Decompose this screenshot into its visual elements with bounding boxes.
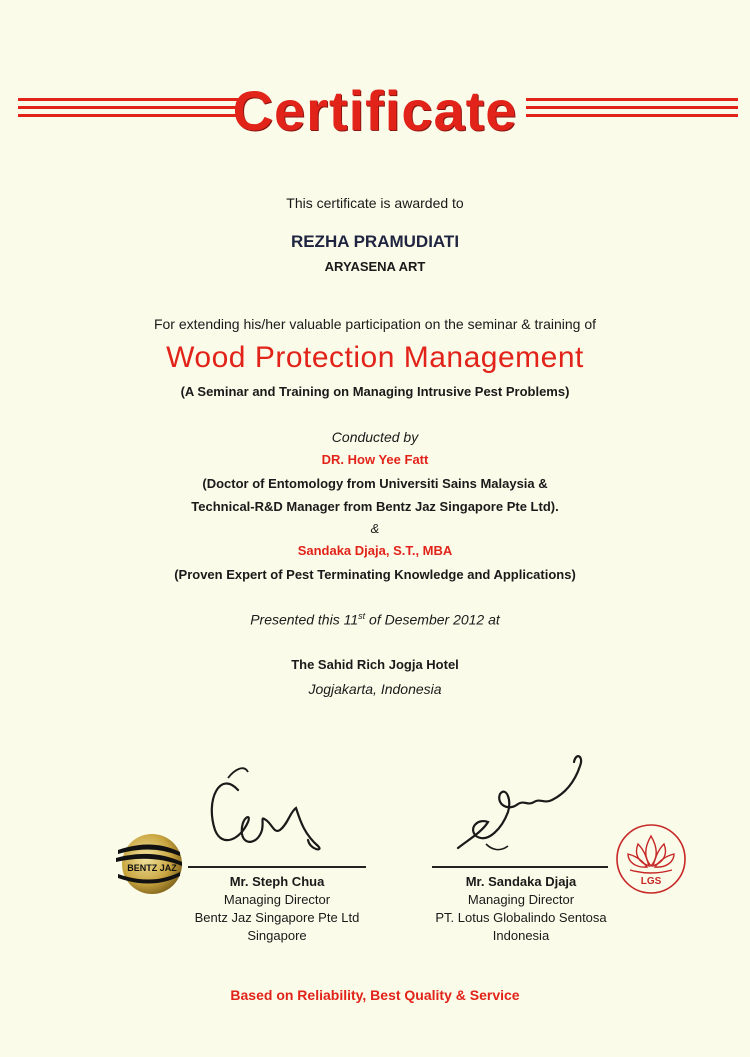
course-title: Wood Protection Management [166, 341, 584, 374]
right-signatory-location: Indonesia [492, 928, 550, 943]
recipient-organization: ARYASENA ART [324, 259, 426, 274]
left-signatory-name: Mr. Steph Chua [229, 874, 325, 889]
right-signature-line [432, 866, 608, 868]
right-signatory-block [401, 873, 641, 945]
footer-tagline: Based on Reliability, Best Quality & Service [230, 987, 520, 1003]
presented-rest: of Desember 2012 at [365, 611, 500, 628]
presented-date [0, 611, 750, 628]
left-signatory-company: Bentz Jaz Singapore Pte Ltd [194, 910, 360, 925]
awarded-text: This certificate is awarded to [286, 195, 464, 211]
bentz-jaz-logo-text: BENTZ JAZ [127, 863, 177, 873]
presented-prefix: Presented this 11 [250, 611, 359, 628]
instructor2-desc: (Proven Expert of Pest Terminating Knowledge and Applications) [174, 567, 576, 582]
recipient-name: REZHA PRAMUDIATI [290, 232, 460, 251]
left-signatory-location: Singapore [247, 928, 307, 943]
right-signatory-company: PT. Lotus Globalindo Sentosa [435, 910, 607, 925]
instructor2-name: Sandaka Djaja, S.T., MBA [297, 543, 453, 558]
certificate-title: Certificate [232, 79, 518, 142]
ampersand: & [370, 521, 380, 536]
instructor1-name: DR. How Yee Fatt [321, 452, 429, 467]
right-signatory-title: Managing Director [467, 892, 575, 907]
right-signature [448, 748, 598, 858]
lgs-logo-text: LGS [640, 876, 662, 887]
conducted-by-label: Conducted by [331, 429, 419, 445]
course-subtitle: (A Seminar and Training on Managing Intrusive Pest Problems) [180, 384, 570, 399]
left-signature-line [188, 866, 366, 868]
right-signatory-name: Mr. Sandaka Djaja [465, 874, 577, 889]
venue-city: Jogjakarta, Indonesia [308, 681, 442, 697]
left-signature [200, 760, 330, 860]
presented-ordinal: st [358, 611, 366, 621]
participation-text: For extending his/her valuable participation on the seminar & training of [153, 316, 597, 332]
left-signatory-block [157, 873, 397, 945]
instructor1-desc-line2: Technical-R&D Manager from Bentz Jaz Singapore Pte Ltd). [191, 499, 559, 514]
instructor1-desc-line1: (Doctor of Entomology from Universiti Sains Malaysia & [202, 476, 548, 491]
venue-name: The Sahid Rich Jogja Hotel [291, 657, 459, 672]
left-signatory-title: Managing Director [223, 892, 331, 907]
